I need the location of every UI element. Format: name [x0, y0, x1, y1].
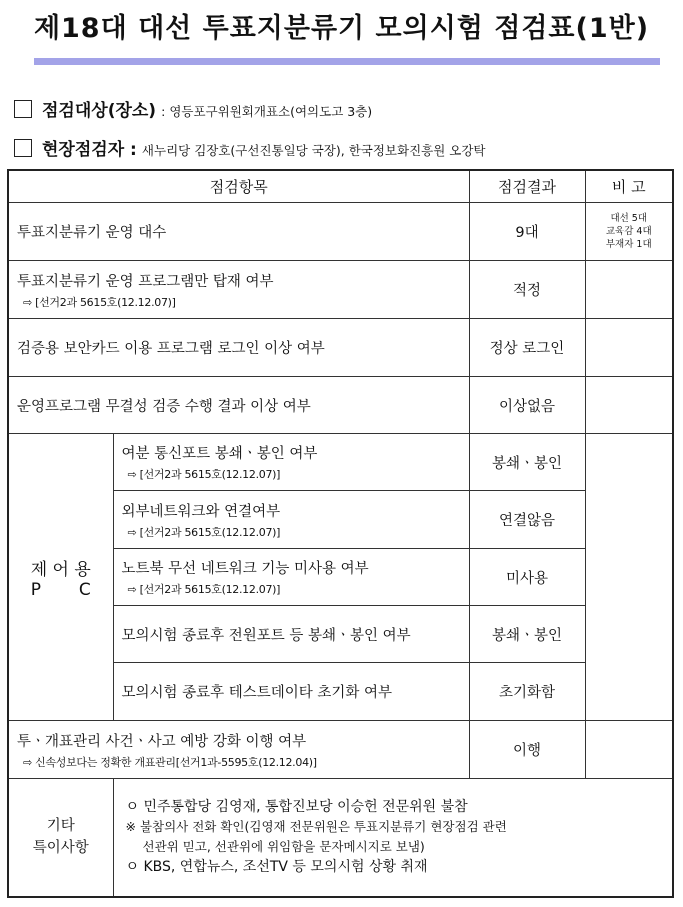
- row-item: 외부네트워크와 연결여부: [121, 503, 281, 520]
- row-remark: [585, 319, 673, 377]
- table-row: [8, 377, 673, 434]
- etc-line: ㅇ 민주통합당 김영재, 통합진보당 이승헌 전문위원 불참: [125, 799, 468, 816]
- row-result: 이행: [469, 721, 585, 779]
- title-underline-bar: [34, 58, 660, 65]
- row-item: 투ㆍ개표관리 사건ㆍ사고 예방 강화 이행 여부: [17, 733, 307, 750]
- row-item: 투표지분류기 운영 프로그램만 탑재 여부: [17, 273, 274, 290]
- checkbox-square-icon: [14, 100, 32, 118]
- header-result: 점검결과: [469, 170, 585, 203]
- row-reference: ⇨ [선거2과 5615호(12.12.07)]: [127, 468, 281, 481]
- row-result: 9대: [469, 203, 585, 261]
- row-result: 봉쇄ㆍ봉인: [469, 434, 585, 491]
- inspector-label: 현장점검자 :: [42, 140, 137, 160]
- row-reference: ⇨ 신속성보다는 정확한 개표관리[선거1과-5595호(12.12.04)]: [23, 755, 317, 769]
- remark-line: 교육감 4대: [605, 226, 652, 237]
- row-item: 모의시험 종료후 테스트데이타 초기화 여부: [113, 663, 469, 721]
- header-item: 점검항목: [8, 170, 469, 203]
- row-item-cell: [113, 549, 469, 606]
- row-item: 여분 통신포트 봉쇄ㆍ봉인 여부: [121, 446, 318, 462]
- row-reference: ⇨ [선거2과 5615호(12.12.07)]: [23, 295, 176, 309]
- row-item-cell: [113, 491, 469, 549]
- row-remark: [585, 261, 673, 319]
- etc-label-line1: 기타: [46, 818, 75, 835]
- row-result: 봉쇄ㆍ봉인: [469, 606, 585, 663]
- row-item: 노트북 무선 네트워크 기능 미사용 여부: [121, 561, 369, 577]
- row-item-cell: [8, 721, 469, 779]
- inspection-table: [7, 169, 674, 898]
- checkbox-square-icon: [14, 139, 32, 157]
- table-row: [8, 434, 673, 491]
- table-row: [8, 721, 673, 779]
- inspection-target-label: 점검대상(장소): [42, 101, 157, 121]
- inspection-target-line: [14, 96, 372, 121]
- table-row: [8, 319, 673, 377]
- etc-line: ㅇ KBS, 연합뉴스, 조선TV 등 모의시험 상황 취재: [125, 859, 428, 876]
- row-reference: ⇨ [선거2과 5615호(12.12.07)]: [127, 583, 281, 596]
- etc-note-continued: 선관위 믿고, 선관위에 위임함을 문자메시지로 보냄): [142, 839, 425, 855]
- inspection-target-value: : 영등포구위원회개표소(여의도고 3층): [161, 104, 373, 119]
- pc-group-remark: [585, 434, 673, 721]
- etc-label: [8, 779, 113, 897]
- row-remark: [585, 721, 673, 779]
- row-item-cell: [8, 261, 469, 319]
- row-item: 투표지분류기 운영 대수: [8, 203, 469, 261]
- page-title: 제18대 대선 투표지분류기 모의시험 점검표(1반): [33, 13, 650, 44]
- row-item: 모의시험 종료후 전원포트 등 봉쇄ㆍ봉인 여부: [113, 606, 469, 663]
- etc-note: ※ 불참의사 전화 확인(김영재 전문위원은 투표지분류기 현장점검 관련: [125, 819, 507, 835]
- row-reference: ⇨ [선거2과 5615호(12.12.07)]: [127, 525, 281, 539]
- etc-label-line2: 특이사항: [32, 840, 89, 857]
- pc-group-label: [8, 434, 113, 721]
- table-row: [8, 261, 673, 319]
- row-remark: [585, 203, 673, 261]
- row-item-cell: [113, 434, 469, 491]
- row-result: 미사용: [469, 549, 585, 606]
- row-result: 초기화함: [469, 663, 585, 721]
- pc-group-label-line1: 제 어 용: [30, 559, 91, 580]
- pc-group-label-line2: P C: [30, 579, 91, 600]
- inspector-value: 새누리당 김장호(구선진통일당 국장), 한국정보화진흥원 오강탁: [141, 143, 486, 158]
- row-item: 검증용 보안카드 이용 프로그램 로그인 이상 여부: [8, 319, 469, 377]
- row-item: 운영프로그램 무결성 검증 수행 결과 이상 여부: [8, 377, 469, 434]
- inspector-line: [14, 135, 486, 160]
- remark-line: 부재자 1대: [605, 239, 652, 250]
- etc-row: [8, 779, 673, 897]
- row-remark: [585, 377, 673, 434]
- table-header-row: [8, 170, 673, 203]
- row-result: 정상 로그인: [469, 319, 585, 377]
- etc-content: [113, 779, 673, 897]
- row-result: 연결않음: [469, 491, 585, 549]
- table-row: [8, 203, 673, 261]
- remark-line: 대선 5대: [610, 213, 648, 224]
- header-remark: 비 고: [585, 170, 673, 203]
- row-result: 이상없음: [469, 377, 585, 434]
- row-result: 적정: [469, 261, 585, 319]
